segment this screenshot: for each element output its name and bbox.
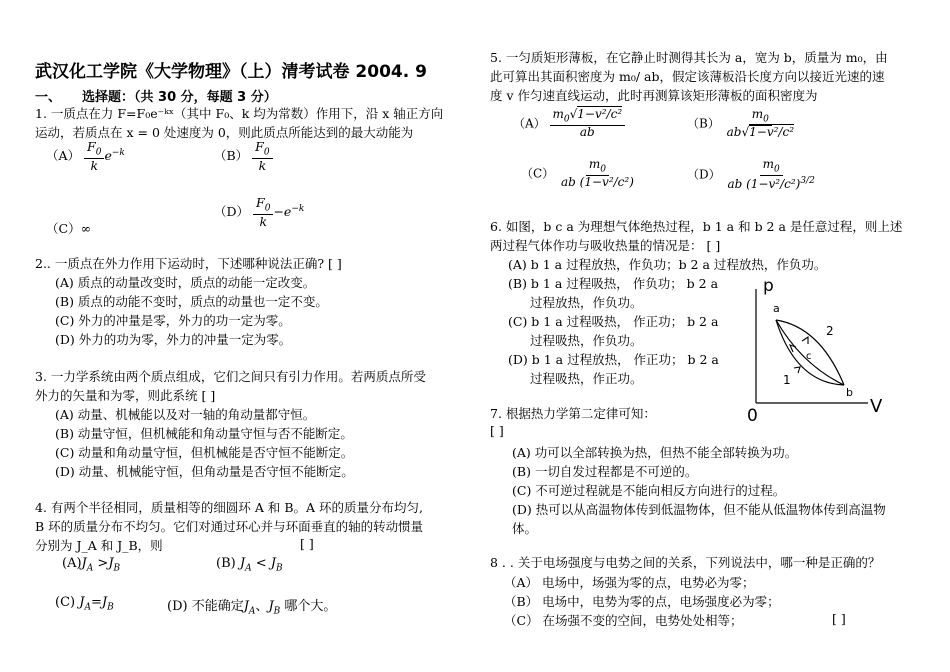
q6-option-b: (B) b 1 a 过程吸热， 作负功； b 2 a xyxy=(508,276,719,291)
q4-option-c: (C) $J_A=J_B$ xyxy=(55,595,114,613)
arrow-c xyxy=(790,345,796,352)
point-b-label: b xyxy=(846,386,853,399)
q8-option-a: （A） 电场中，场强为零的点，电势必为零； xyxy=(504,575,755,590)
q1-option-d: （D） $\frac{F_0}{k}$ $-e^{-k}$ xyxy=(214,195,305,229)
pv-diagram xyxy=(740,275,890,425)
q2-option-d: (D) 外力的功为零，外力的冲量一定为零。 xyxy=(55,332,292,347)
page-title: 武汉化工学院《大学物理》（上）清考试卷 2004. 9 xyxy=(35,62,427,82)
curve-c-label: c xyxy=(806,351,812,362)
q8-option-b: （B） 电场中，电势为零的点，电场强度必为零； xyxy=(504,594,780,609)
curve-2-label: 2 xyxy=(826,324,834,338)
q6-option-c-cont: 过程吸热，作负功。 xyxy=(530,333,643,348)
q4-line3: 分别为 J_A 和 J_B，则 xyxy=(35,538,163,553)
q4-line2: B 环的质量分布不均匀。它们对通过环心并与环面垂直的轴的转动惯量 xyxy=(35,519,424,534)
q1-option-a: （A） $\frac{F_0}{k}$ $e^{-k}$ xyxy=(46,139,125,173)
q6-line1: 6. 如图，b c a 为理想气体绝热过程，b 1 a 和 b 2 a 是任意过程，则上述 xyxy=(490,219,903,234)
q3-option-a: (A) 动量、机械能以及对一轴的角动量都守恒。 xyxy=(55,407,316,422)
q4-option-b: (B) $J_A < J_B$ xyxy=(216,556,283,574)
q7-option-d-cont: 体。 xyxy=(512,521,538,536)
q4-option-a: $(A)J_A >J_B$ xyxy=(62,556,121,574)
q6-option-d-cont: 过程吸热，作正功。 xyxy=(530,371,643,386)
q2-option-c: (C) 外力的冲量是零，外力的功一定为零。 xyxy=(55,313,291,328)
arrow-1 xyxy=(794,367,800,373)
section-heading: 选择题：（共 30 分，每题 3 分） xyxy=(82,90,277,105)
q5-option-a: （A） $\frac{m_0√1-v^2/c^2}{ab}$ xyxy=(513,108,625,140)
q1-option-b: （B） $\frac{F_0}{k}$ xyxy=(214,140,273,173)
q8-option-c: （C） 在场强不变的空间，电势处处相等； xyxy=(504,613,743,628)
q6-option-a: (A) b 1 a 过程放热，作负功；b 2 a 过程放热，作负功。 xyxy=(508,257,827,272)
q8-answer-bracket: [ ] xyxy=(832,611,846,626)
section-number: 一、 xyxy=(35,90,62,105)
q4-answer-bracket: [ ] xyxy=(300,536,314,551)
q5-option-c: （C） $\frac{m_0}{\text{ab (1−v²/c²)}}$ xyxy=(521,157,634,189)
q7-option-d: (D) 热可以从高温物体传到低温物体，但不能从低温物体传到高温物 xyxy=(512,502,886,517)
q2-option-a: (A) 质点的动量改变时，质点的动能一定改变。 xyxy=(55,275,316,290)
p-axis-label: p xyxy=(763,276,774,296)
curve-1-label: 1 xyxy=(783,373,791,387)
q5-line3: 度 v 作匀速直线运动，此时再测算该矩形薄板的面积密度为 xyxy=(490,88,818,103)
q3-line1: 3. 一力学系统由两个质点组成，它们之间只有引力作用。若两质点所受 xyxy=(35,369,426,384)
q5-option-d: （D） $\frac{m_0}{ab (1-v^2/c^2)^{3/2}}$ xyxy=(687,157,815,191)
q2-option-b: (B) 质点的动能不变时，质点的动量也一定不变。 xyxy=(55,294,328,309)
origin-label: 0 xyxy=(747,406,758,425)
q3-option-b: (B) 动量守恒，但机械能和角动量守恒与否不能断定。 xyxy=(55,426,353,441)
q7-answer-bracket: [ ] xyxy=(490,423,504,438)
q1-line2: 运动，若质点在 x = 0 处速度为 0，则此质点所能达到的最大动能为 xyxy=(35,125,414,140)
q7-option-a: (A) 功可以全部转换为热，但热不能全部转换为功。 xyxy=(512,445,798,460)
q6-option-b-cont: 过程放热，作负功。 xyxy=(530,295,643,310)
q6-option-d: (D) b 1 a 过程放热， 作正功； b 2 a xyxy=(508,352,719,367)
q1-option-c: （C）∞ xyxy=(46,221,91,236)
q6-option-c: (C) b 1 a 过程吸热， 作正功； b 2 a xyxy=(508,314,719,329)
q8-stem: 8 . . 关于电场强度与电势之间的关系，下列说法中，哪一种是正确的？ xyxy=(490,555,881,570)
q4-line1: 4. 有两个半径相同，质量相等的细圆环 A 和 B。A 环的质量分布均匀, xyxy=(35,500,424,515)
q5-line1: 5. 一匀质矩形薄板，在它静止时测得其长为 a，宽为 b，质量为 m₀，由 xyxy=(490,50,888,65)
q3-option-d: (D) 动量、机械能守恒，但角动量是否守恒不能断定。 xyxy=(55,464,354,479)
v-axis-label: V xyxy=(870,396,883,417)
q5-option-b: （B） $\frac{m_0}{\text{ab√1−v²/c²}}$ xyxy=(687,107,795,139)
q5-line2: 此可算出其面积密度为 m₀/ ab，假定该薄板沿长度方向以接近光速的速 xyxy=(490,69,885,84)
arrow-2 xyxy=(802,337,808,344)
q7-option-c: (C) 不可逆过程就是不能向相反方向进行的过程。 xyxy=(512,483,786,498)
q2-stem: 2.. 一质点在外力作用下运动时，下述哪种说法正确? [ ] xyxy=(35,256,342,271)
q4-option-d: (D) 不能确定$J_A$、$J_B$ 哪个大。 xyxy=(167,599,337,617)
q7-option-b: (B) 一切自发过程都是不可逆的。 xyxy=(512,464,698,479)
q1-line1: 1. 一质点在力 F=F₀e⁻ᵏˣ（其中 F₀、k 均为常数）作用下，沿 x 轴正方向 xyxy=(35,106,444,121)
point-a-label: a xyxy=(773,302,780,315)
q7-stem: 7. 根据热力学第二定律可知： xyxy=(490,406,656,421)
q6-line2: 两过程气体作功与吸收热量的情况是： [ ] xyxy=(490,238,721,253)
q3-line2: 外力的矢量和为零，则此系统 [ ] xyxy=(35,388,216,403)
q3-option-c: (C) 动量和角动量守恒，但机械能是否守恒不能断定。 xyxy=(55,445,354,460)
